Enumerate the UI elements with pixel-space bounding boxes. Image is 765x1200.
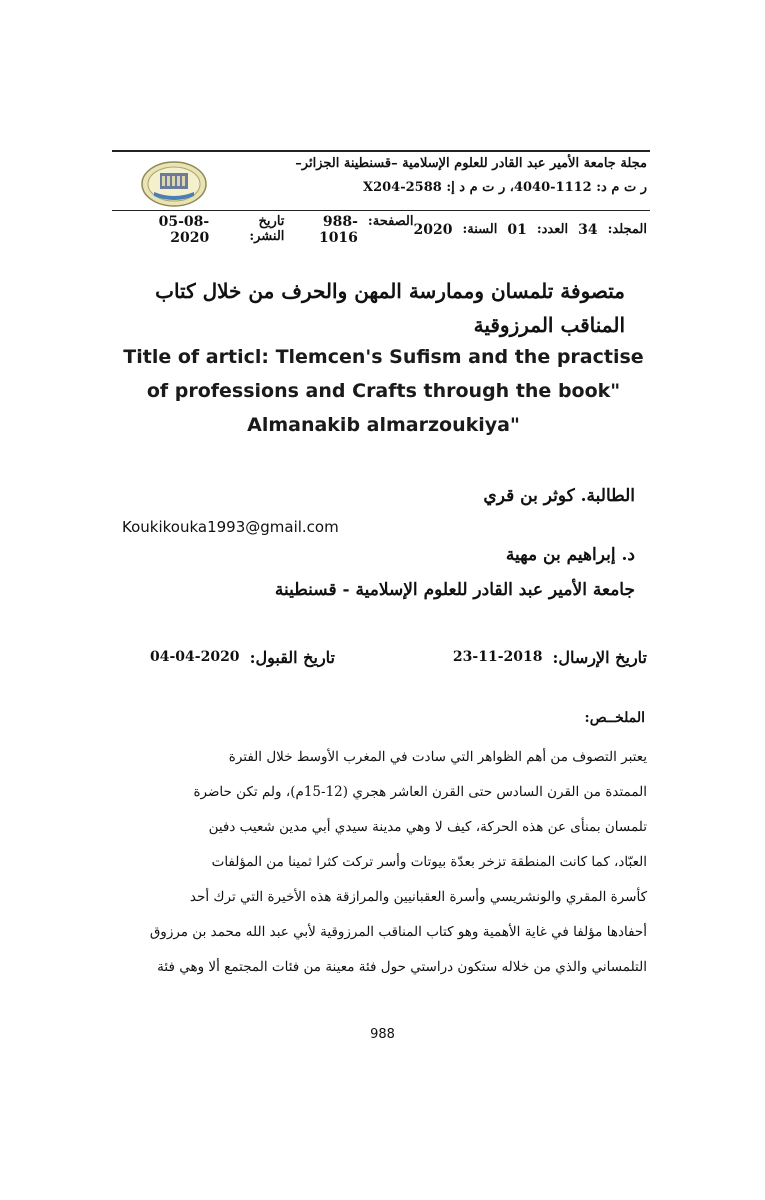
volume-label: المجلد: <box>607 222 647 237</box>
pages-label: الصفحة: <box>367 214 414 229</box>
abstract-line: أحفادها مؤلفا في غاية الأهمية وهو كتاب المناقب المرزوقية لأبي عبد الله محمد بن مرزوق <box>149 924 647 940</box>
university-logo <box>140 160 208 208</box>
supervisor-author: د. إبراهيم بن مهية <box>505 545 635 565</box>
abstract-line: يعتبر التصوف من أهم الظواهر التي سادت في المغرب الأوسط خلال الفترة <box>228 749 647 765</box>
abstract-line: الممتدة من القرن السادس حتى القرن العاشر هجري (12-15م)، ولم تكن حاضرة <box>193 784 647 800</box>
abstract-line: التلمساني والذي من خلاله ستكون دراستي حول فئة معينة من فئات المجتمع ألا وهي فئة <box>157 959 647 975</box>
year-label: السنة: <box>462 222 498 237</box>
sent-date-value: 23-11-2018 <box>452 649 543 665</box>
journal-issn: ر ت م د: 1112-4040، ر ت م د إ: 2588-X204 <box>363 180 647 195</box>
publication-date <box>120 214 284 246</box>
author-email[interactable]: Koukikouka1993@gmail.com <box>122 518 339 536</box>
accepted-date <box>150 648 335 667</box>
volume-info <box>414 222 647 238</box>
header-top-rule <box>112 150 650 152</box>
sent-date <box>453 648 647 667</box>
abstract-body <box>120 740 647 985</box>
abstract-line: كأسرة المقري والونشريسي وأسرة العقبانيين والمرازقة هذه الأخيرة التي ترك أحد <box>189 889 647 905</box>
pages-info <box>284 214 413 246</box>
english-title: Title of articl: Tlemcen's Sufism and the practise of professions and Crafts through the book" Almanakib almarzoukiya" <box>123 346 644 436</box>
year-value: 2020 <box>413 222 453 238</box>
publication-meta <box>120 214 647 246</box>
header-bottom-rule <box>112 210 650 211</box>
issue-value: 01 <box>507 222 527 238</box>
accepted-date-value: 04-04-2020 <box>150 649 240 665</box>
pages-value: 988-1016 <box>318 214 358 246</box>
accepted-date-label: تاريخ القبول: <box>249 647 336 667</box>
pub-date-value: 05-08-2020 <box>158 214 210 246</box>
abstract-heading: الملخــص: <box>584 710 645 726</box>
abstract-line: العبّاد، كما كانت المنطقة تزخر بعدّة بيوتات وأسر تركت كثرا ثمينا من المؤلفات <box>211 854 647 870</box>
arabic-title: متصوفة تلمسان وممارسة المهن والحرف من خلال كتاب المناقب المرزوقية <box>155 279 625 337</box>
issue-label: العدد: <box>536 222 569 237</box>
abstract-line: تلمسان بمنأى عن هذه الحركة، كيف لا وهي مدينة سيدي أبي مدين شعيب دفين <box>208 819 647 835</box>
student-author: الطالبة. كوثر بن قري <box>483 486 635 506</box>
sent-date-label: تاريخ الإرسال: <box>552 647 647 667</box>
university-affiliation: جامعة الأمير عبد القادر للعلوم الإسلامية - قسنطينة <box>274 580 635 600</box>
pub-date-label: تاريخ النشر: <box>249 214 285 244</box>
submission-dates <box>150 645 647 669</box>
journal-name: مجلة جامعة الأمير عبد القادر للعلوم الإسلامية –قسنطينة الجزائر– <box>295 156 647 171</box>
page-number: 988 <box>370 1027 395 1042</box>
volume-value: 34 <box>578 222 598 238</box>
